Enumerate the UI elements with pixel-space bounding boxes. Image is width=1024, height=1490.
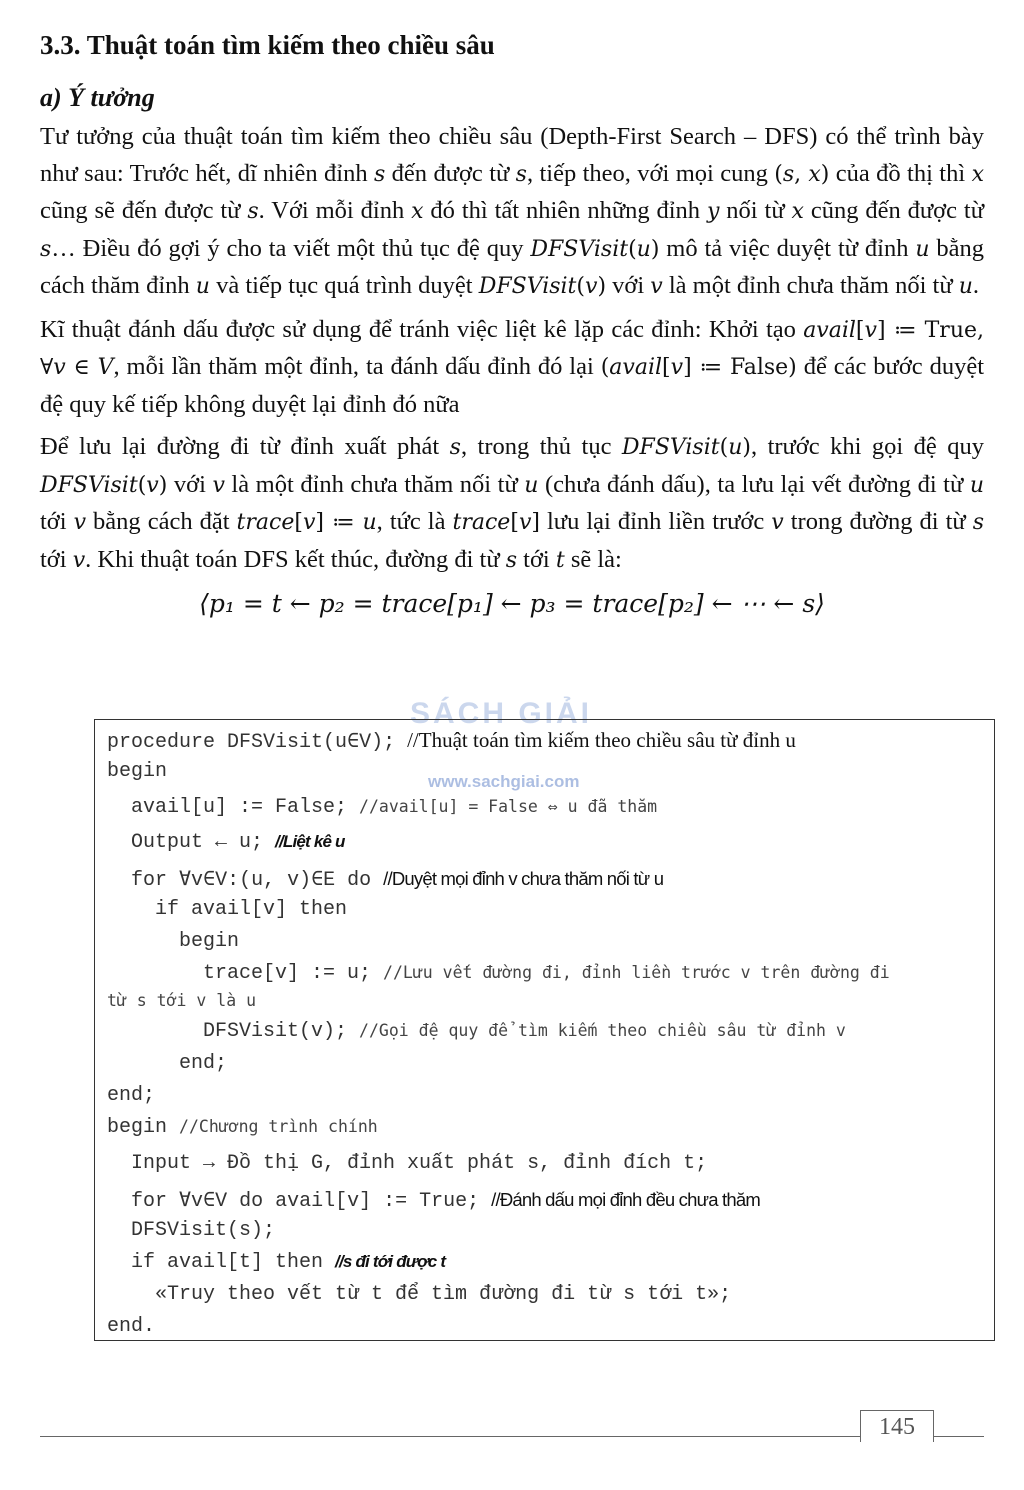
paragraph-trace [40, 429, 984, 579]
math-operator: ( [628, 236, 637, 262]
math-symbol: s [515, 161, 527, 187]
math-symbol: DFSVisit [530, 236, 629, 262]
math-symbol: u [524, 472, 539, 498]
math-symbol: v [302, 510, 316, 535]
math-operator: ] ≔ False) [683, 355, 797, 380]
text-run: là một đỉnh chưa thăm nối từ [224, 470, 525, 498]
math-symbol: DFSVisit [621, 435, 720, 460]
code-line [107, 1020, 846, 1043]
text-run: tới [40, 545, 73, 573]
text-run: , tiếp theo, với mọi cung [526, 159, 775, 187]
code-text: begin [107, 930, 240, 953]
math-symbol: avail [803, 317, 856, 343]
math-symbol: x [411, 199, 424, 224]
math-operator: ( [576, 274, 585, 299]
footer-rule-right [934, 1436, 984, 1437]
code-line [107, 831, 345, 854]
math-symbol: v [864, 317, 877, 343]
code-text: for ∀v∈V:(u, v)∈E do [107, 869, 384, 892]
code-line [107, 1084, 155, 1107]
watermark-logo: SÁCH GIẢI [410, 697, 593, 730]
math-operator: ( [600, 355, 610, 380]
text-run: trong đường đi từ [783, 508, 973, 535]
math-symbol: s [40, 236, 52, 262]
page-content [40, 30, 984, 627]
math-symbol: v [771, 510, 784, 535]
text-run: là một đỉnh chưa thăm nối từ [662, 272, 959, 299]
text-run: Để lưu lại đường đi từ đỉnh xuất phát [40, 433, 450, 460]
math-operator: ( [137, 472, 147, 498]
math-operator: ) [158, 472, 168, 498]
watermark-url: www.sachgiai.com [428, 772, 580, 791]
code-text: end. [107, 1315, 156, 1338]
paragraph-marking [40, 312, 984, 424]
math-symbol: v [72, 547, 86, 573]
code-text: DFSVisit(v); [107, 1020, 360, 1043]
code-comment: //Đánh dấu mọi đỉnh đều chưa thăm [491, 1189, 760, 1210]
math-symbol: x [808, 161, 821, 187]
text-run: , tức là [376, 508, 453, 535]
text-run: sẽ là: [564, 545, 622, 573]
text-run: . Với mỗi đỉnh [258, 197, 412, 224]
formula-text: ⟨p₁ = t ← p₂ = trace[p₁] ← p₃ = trace[p₂] ← ⋯ ← s⟩ [199, 589, 825, 618]
code-line [107, 1283, 731, 1306]
math-symbol: s [972, 510, 984, 535]
math-operator: ( [719, 435, 729, 460]
math-symbol: t [555, 547, 565, 573]
math-symbol: DFSVisit [40, 472, 138, 498]
math-symbol: u [728, 435, 743, 460]
code-comment: //Duyệt mọi đỉnh v chưa thăm nối từ u [383, 868, 664, 889]
code-line [107, 1152, 707, 1175]
math-operator: ) [820, 161, 830, 187]
code-text: begin [107, 1116, 180, 1139]
math-symbol: u [362, 510, 377, 535]
math-symbol: s [247, 199, 259, 224]
code-line [107, 1187, 760, 1213]
code-comment: //Liệt kê u [275, 832, 345, 851]
code-comment: //s đi tới được t [335, 1252, 446, 1271]
code-line [107, 990, 256, 1013]
code-line [107, 728, 796, 754]
code-text: for ∀v∈V do avail[v] := True; [107, 1190, 492, 1213]
code-line [107, 1116, 378, 1139]
code-line [107, 898, 347, 921]
math-symbol: trace [236, 510, 295, 535]
path-formula [40, 585, 984, 623]
code-text: Input → Đồ thị G, đỉnh xuất phát s, đỉnh đích t; [107, 1152, 708, 1175]
text-run: đến được từ [385, 159, 516, 187]
math-symbol: V [97, 355, 114, 380]
code-comment: //Lưu vết đường đi, đỉnh liền trước v trên đường đi [383, 963, 890, 982]
code-text: Output ← u; [107, 831, 276, 854]
code-text: if avail[v] then [107, 898, 348, 921]
math-operator: [ [510, 510, 519, 535]
math-symbol: v [53, 355, 66, 380]
text-run: Tư tưởng của thuật toán tìm kiếm theo chiều sâu (Depth-First Search – DFS) có thể trình bày như sau: Trước hết, dĩ nhiên đỉnh [40, 123, 984, 187]
code-line [107, 930, 239, 953]
math-symbol: avail [609, 355, 663, 380]
text-run: để các bước duyệt đệ quy kế tiếp không duyệt lại đỉnh đó nữa [40, 353, 984, 418]
math-symbol: s [449, 435, 461, 460]
text-run: với [606, 272, 651, 299]
text-run: Kĩ thuật đánh dấu được sử dụng để tránh việc liệt kê lặp các đỉnh: Khởi tạo [40, 315, 804, 343]
math-symbol: u [958, 274, 973, 299]
text-run: , trước khi gọi đệ quy [750, 433, 984, 460]
math-operator: ] ≔ [315, 510, 363, 535]
text-run: , trong thủ tục [460, 433, 622, 460]
text-run: lưu lại đỉnh liền trước [539, 508, 772, 535]
code-text: begin [107, 760, 168, 783]
code-line [107, 962, 890, 985]
text-run: bằng cách thăm đỉnh [40, 234, 984, 299]
math-operator: ( [774, 161, 783, 187]
math-symbol: u [636, 236, 651, 262]
text-run: và tiếp tục quá trình duyệt [209, 272, 479, 299]
math-operator: [ [662, 355, 671, 380]
code-text: if avail[t] then [107, 1251, 336, 1274]
text-run: cũng sẽ đến được từ [40, 197, 248, 224]
math-symbol: u [969, 472, 984, 498]
text-run: , mỗi lần thăm một đỉnh, ta đánh dấu đỉnh đó lại [113, 353, 601, 380]
math-symbol: DFSVisit [478, 274, 577, 299]
code-text: «Truy theo vết từ t để tìm đường đi từ s tới t»; [107, 1283, 732, 1306]
code-text: procedure DFSVisit(u∈V); [107, 731, 408, 754]
text-run: bằng cách đặt [86, 508, 237, 535]
text-run: mô tả việc duyệt từ đỉnh [659, 234, 916, 262]
math-operator: ∈ [65, 355, 98, 380]
code-text: DFSVisit(s); [107, 1219, 276, 1242]
code-comment: từ s tới v là u [107, 991, 257, 1010]
code-line [107, 1219, 275, 1242]
text-run: tới [40, 508, 74, 535]
text-run: nối từ [719, 197, 792, 224]
pseudocode-box [94, 719, 995, 1341]
text-run: … Điều đó gợi ý cho ta viết một thủ tục đệ quy [51, 234, 531, 262]
math-operator: [ [855, 317, 865, 343]
math-symbol: v [518, 510, 532, 535]
text-run: (chưa đánh dấu), ta lưu lại vết đường đi từ [538, 470, 970, 498]
math-operator: [ [294, 510, 303, 535]
math-operator: ] ≔ True, ∀ [40, 317, 984, 380]
text-run: . Khi thuật toán DFS kết thúc, đường đi từ [85, 545, 506, 573]
code-text: avail[u] := False; [107, 796, 360, 819]
math-symbol: v [212, 472, 225, 498]
math-symbol: x [791, 199, 804, 224]
math-symbol: v [73, 510, 87, 535]
code-line [107, 1052, 227, 1075]
code-comment: //Chương trình chính [179, 1117, 378, 1136]
math-symbol: u [915, 236, 930, 262]
section-heading: 3.3. Thuật toán tìm kiếm theo chiều sâu [40, 30, 495, 60]
text-run: cũng đến được từ [803, 197, 984, 224]
text-run: . [972, 272, 980, 299]
math-symbol: y [706, 199, 720, 224]
math-symbol: s [505, 547, 518, 573]
math-symbol: v [650, 274, 663, 299]
math-symbol: v [146, 472, 159, 498]
math-operator: ] [531, 510, 540, 535]
subsection-heading: a) Ý tưởng [40, 83, 155, 112]
math-symbol: v [670, 355, 684, 380]
code-comment: //avail[u] = False ⇔ u đã thăm [359, 797, 658, 816]
math-symbol: x [971, 161, 984, 187]
math-symbol: trace [452, 510, 511, 535]
text-run: tới [517, 545, 556, 573]
math-symbol: s [782, 161, 795, 187]
math-symbol: v [585, 274, 598, 299]
code-line [107, 866, 663, 892]
math-operator: ) [742, 435, 751, 460]
code-text: end; [107, 1084, 156, 1107]
code-line [107, 796, 657, 819]
footer-rule-left [40, 1436, 860, 1437]
text-run: đó thì tất nhiên những đỉnh [423, 197, 707, 224]
code-line [107, 1251, 445, 1274]
text-run: với [167, 470, 213, 498]
paragraph-idea [40, 119, 984, 306]
math-symbol: u [195, 274, 210, 299]
code-comment: //Gọi đệ quy để tìm kiếm theo chiều sâu từ đỉnh v [359, 1021, 846, 1040]
math-operator: ) [650, 236, 660, 262]
code-text: trace[v] := u; [107, 962, 384, 985]
code-text: end; [107, 1052, 228, 1075]
page-number: 145 [860, 1410, 934, 1442]
code-line [107, 760, 167, 783]
text-run: của đồ thị thì [829, 159, 972, 187]
math-operator: ) [597, 274, 607, 299]
math-operator: , [794, 161, 809, 187]
code-line [107, 1315, 155, 1338]
math-symbol: s [374, 161, 386, 187]
code-comment: //Thuật toán tìm kiếm theo chiều sâu từ đỉnh u [407, 728, 796, 752]
